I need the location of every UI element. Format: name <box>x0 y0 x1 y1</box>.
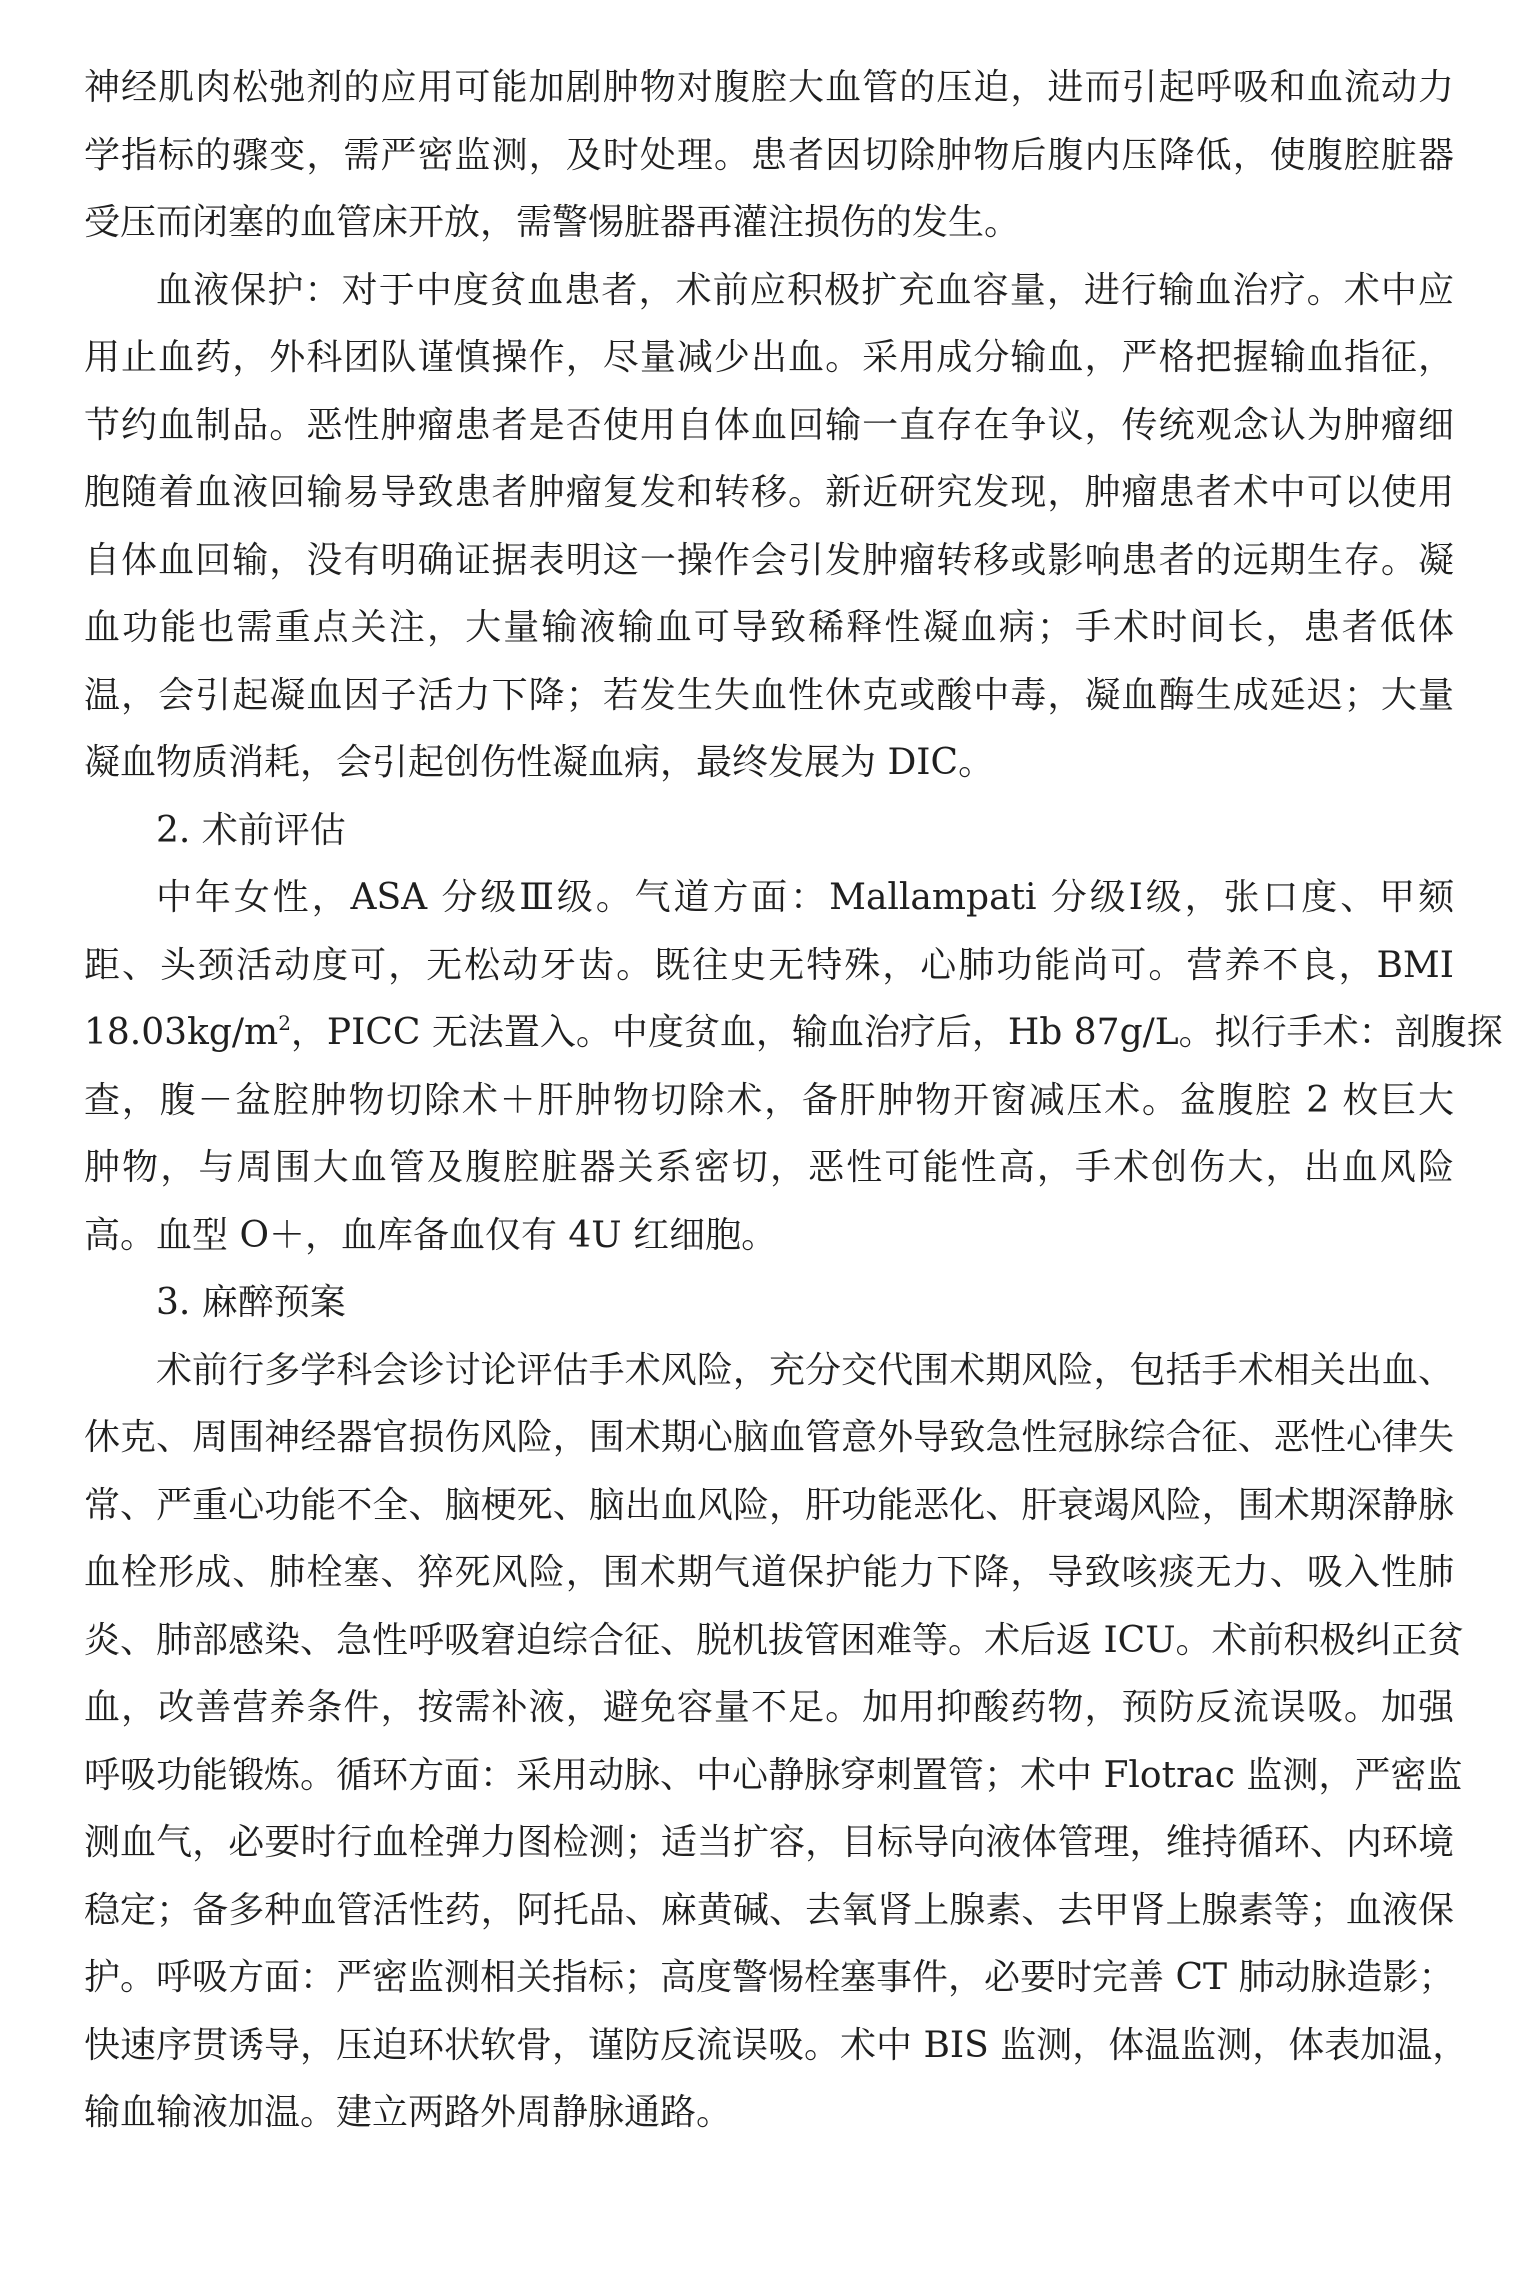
text-line: 温，会引起凝血因子活力下降；若发生失血性休克或酸中毒，凝血酶生成延迟；大量 <box>84 674 1454 716</box>
text-line: 距、头颈活动度可，无松动牙齿。既往史无特殊，心肺功能尚可。营养不良，BMI <box>84 944 1454 986</box>
text-line: 稳定；备多种血管活性药，阿托品、麻黄碱、去氧肾上腺素、去甲肾上腺素等；血液保 <box>84 1889 1454 1931</box>
text-line: 高。血型 O＋，血库备血仅有 4U 红细胞。 <box>84 1214 778 1256</box>
text-line: 常、严重心功能不全、脑梗死、脑出血风险，肝功能恶化、肝衰竭风险，围术期深静脉 <box>84 1484 1454 1526</box>
text-line: 学指标的骤变，需严密监测，及时处理。患者因切除肿物后腹内压降低，使腹腔脏器 <box>84 134 1454 176</box>
text-line: 肿物，与周围大血管及腹腔脏器关系密切，恶性可能性高，手术创伤大，出血风险 <box>84 1147 1454 1188</box>
text-line: 血液保护：对于中度贫血患者，术前应积极扩充血容量，进行输血治疗。术中应 <box>156 269 1454 311</box>
text-line: 节约血制品。恶性肿瘤患者是否使用自体血回输一直存在争议，传统观念认为肿瘤细 <box>84 404 1454 446</box>
text-line <box>84 999 1503 1067</box>
paragraph-muscle-relaxant <box>84 54 1454 257</box>
bmi-value: 18.03kg/m <box>84 1012 279 1053</box>
paragraph-blood-protection <box>84 257 1454 797</box>
text-line: 胞随着血液回输易导致患者肿瘤复发和转移。新近研究发现，肿瘤患者术中可以使用 <box>84 472 1454 513</box>
text-line: 炎、肺部感染、急性呼吸窘迫综合征、脱机拔管困难等。术后返 ICU。术前积极纠正贫 <box>84 1619 1464 1661</box>
section-heading-preop-assessment: 2. 术前评估 <box>156 809 346 851</box>
text-segment: ，PICC 无法置入。中度贫血，输血治疗后，Hb 87g/L。拟行手术：剖腹探 <box>290 1012 1503 1053</box>
text-line: 中年女性，ASA 分级Ⅲ级。气道方面：Mallampati 分级Ⅰ级，张口度、甲颏 <box>156 877 1454 918</box>
superscript-2: 2 <box>278 1011 291 1035</box>
paragraph-preop-assessment <box>84 864 1503 1269</box>
section-heading-anesthesia-plan: 3. 麻醉预案 <box>156 1282 346 1323</box>
text-line: 查，腹－盆腔肿物切除术＋肝肿物切除术，备肝肿物开窗减压术。盆腹腔 2 枚巨大 <box>84 1079 1454 1121</box>
text-line: 快速序贯诱导，压迫环状软骨，谨防反流误吸。术中 BIS 监测，体温监测，体表加温， <box>84 2024 1469 2066</box>
text-line: 血栓形成、肺栓塞、猝死风险，围术期气道保护能力下降，导致咳痰无力、吸入性肺 <box>84 1552 1454 1593</box>
text-line: 测血气，必要时行血栓弹力图检测；适当扩容，目标导向液体管理，维持循环、内环境 <box>84 1822 1454 1863</box>
text-line: 血功能也需重点关注，大量输液输血可导致稀释性凝血病；手术时间长，患者低体 <box>84 607 1454 648</box>
text-line: 护。呼吸方面：严密监测相关指标；高度警惕栓塞事件，必要时完善 CT 肺动脉造影； <box>84 1957 1455 1998</box>
text-line: 用止血药，外科团队谨慎操作，尽量减少出血。采用成分输血，严格把握输血指征， <box>84 337 1454 378</box>
text-line: 休克、周围神经器官损伤风险，围术期心脑血管意外导致急性冠脉综合征、恶性心律失 <box>84 1417 1454 1458</box>
text-line: 受压而闭塞的血管床开放，需警惕脏器再灌注损伤的发生。 <box>84 202 1021 243</box>
text-line: 呼吸功能锻炼。循环方面：采用动脉、中心静脉穿刺置管；术中 Flotrac 监测，严密监 <box>84 1754 1463 1796</box>
text-line: 凝血物质消耗，会引起创伤性凝血病，最终发展为 DIC。 <box>84 742 995 783</box>
text-line: 输血输液加温。建立两路外周静脉通路。 <box>84 2092 733 2133</box>
text-line: 术前行多学科会诊讨论评估手术风险，充分交代围术期风险，包括手术相关出血、 <box>156 1349 1454 1391</box>
paragraph-anesthesia-plan <box>84 1337 1469 2147</box>
text-line: 神经肌肉松弛剂的应用可能加剧肿物对腹腔大血管的压迫，进而引起呼吸和血流动力 <box>84 67 1454 108</box>
text-line: 自体血回输，没有明确证据表明这一操作会引发肿瘤转移或影响患者的远期生存。凝 <box>84 539 1454 581</box>
text-line: 血，改善营养条件，按需补液，避免容量不足。加用抑酸药物，预防反流误吸。加强 <box>84 1687 1454 1728</box>
document-page <box>84 54 1503 2147</box>
